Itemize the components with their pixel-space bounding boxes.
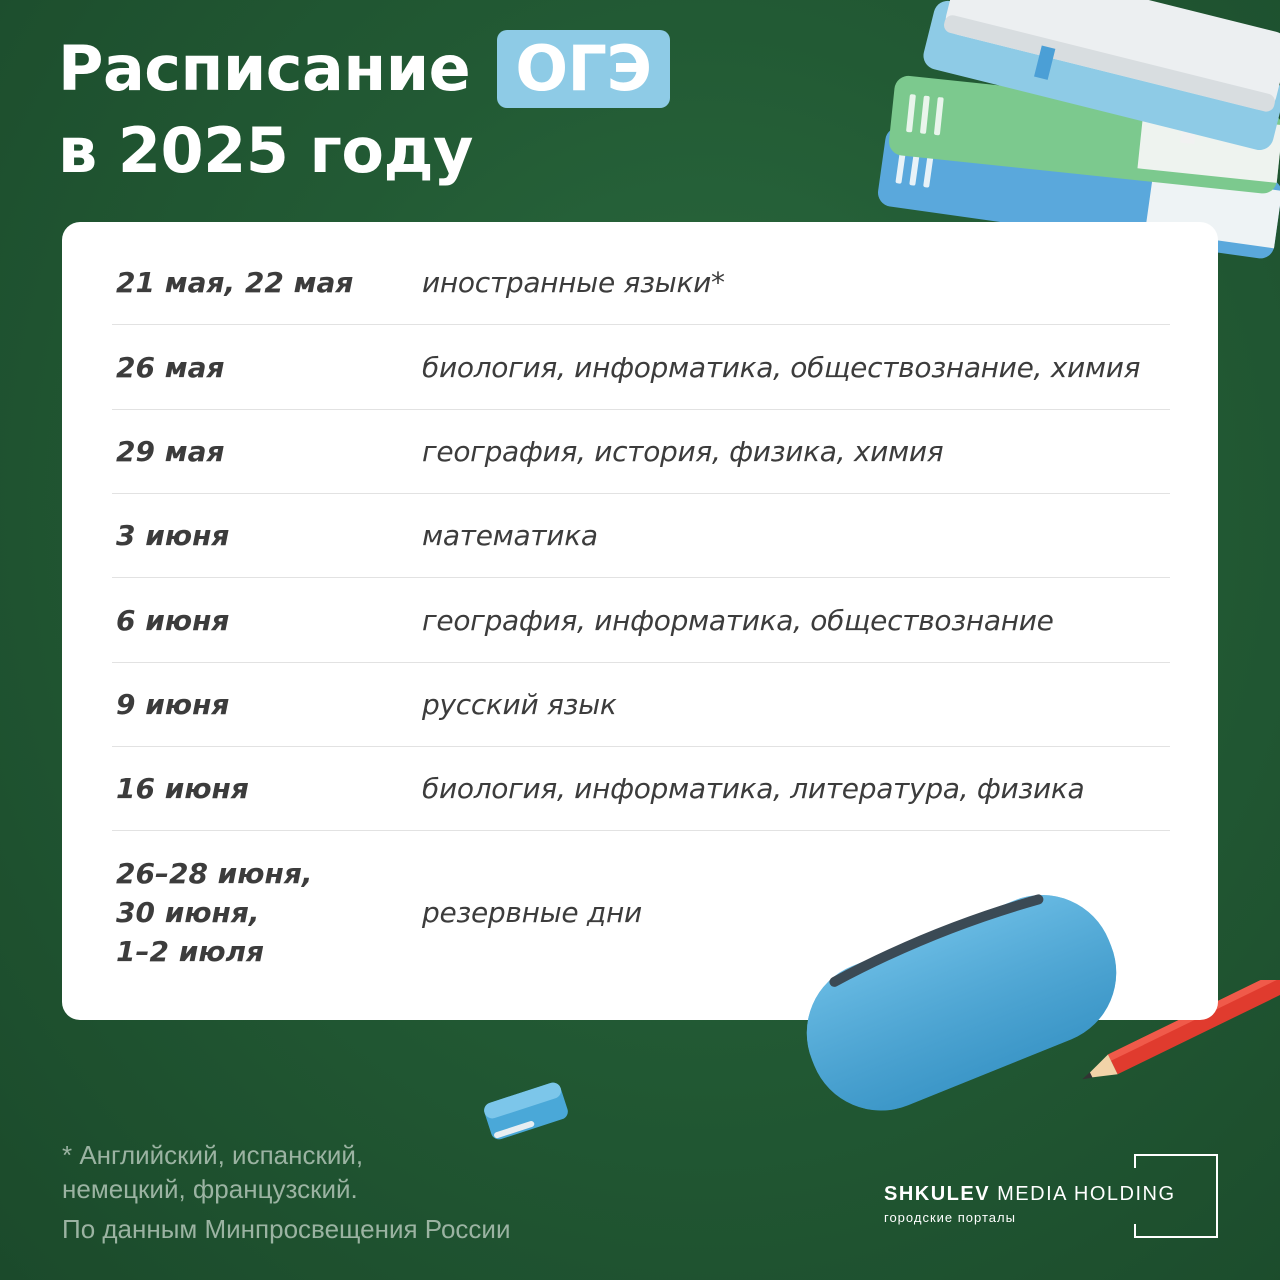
exam-subjects: биология, информатика, обществознание, химия (422, 350, 1141, 384)
exam-date: 26–28 июня, 30 июня, 1–2 июля (116, 856, 313, 968)
exam-subjects: география, история, физика, химия (422, 434, 944, 468)
brand-logo (884, 1154, 1220, 1238)
exam-date: 21 мая, 22 мая (116, 265, 354, 299)
exam-date: 6 июня (116, 603, 230, 637)
schedule-row (112, 409, 1170, 494)
schedule-row (112, 662, 1170, 747)
exam-date: 26 мая (116, 350, 225, 384)
exam-subjects: иностранные языки* (422, 265, 725, 299)
logo-brand-bold: SHKULEV (884, 1183, 991, 1205)
logo-text (884, 1183, 1176, 1206)
exam-date: 9 июня (116, 687, 230, 721)
pencil-case-illustration (790, 860, 1120, 1140)
exam-badge: ОГЭ (497, 30, 669, 108)
schedule-row (112, 325, 1170, 410)
logo-subtitle: городские порталы (884, 1210, 1016, 1225)
page-title (58, 28, 670, 192)
eraser-illustration (478, 1078, 574, 1144)
exam-date: 16 июня (116, 771, 249, 805)
exam-subjects: география, информатика, обществознание (422, 603, 1054, 637)
exam-date: 29 мая (116, 434, 225, 468)
exam-subjects: резервные дни (422, 895, 642, 929)
exam-subjects: русский язык (422, 687, 617, 721)
exam-date: 3 июня (116, 518, 230, 552)
logo-brand-rest: MEDIA HOLDING (997, 1183, 1176, 1205)
exam-subjects: математика (422, 518, 598, 552)
schedule-row (112, 493, 1170, 578)
source-note: По данным Минпросвещения России (62, 1214, 511, 1244)
title-line-1: Расписание (58, 32, 471, 105)
title-line-2: в 2025 году (58, 114, 473, 187)
exam-subjects: биология, информатика, литература, физика (422, 771, 1085, 805)
footnote-line-1: * Английский, испанский, (62, 1140, 364, 1170)
footnote-line-2: немецкий, французский. (62, 1174, 358, 1204)
schedule-row (112, 240, 1170, 325)
schedule-row (112, 746, 1170, 831)
footnote (62, 1138, 363, 1206)
schedule-row (112, 578, 1170, 663)
